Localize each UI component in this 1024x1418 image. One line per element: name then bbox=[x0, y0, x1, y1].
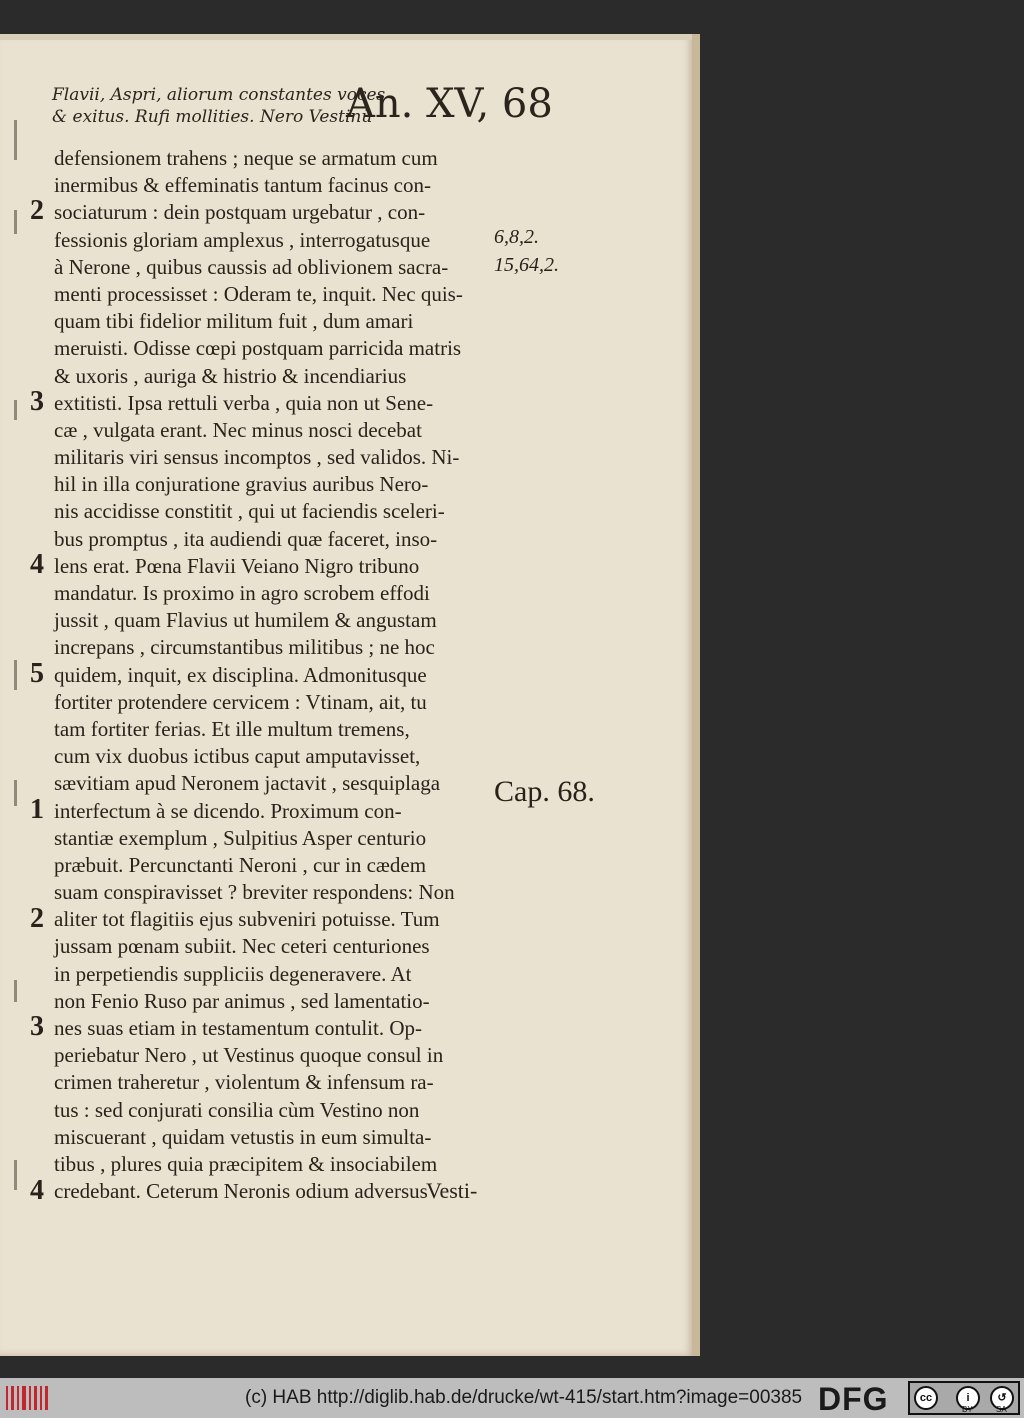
text-line: defensionem trahens ; neque se armatum cum bbox=[54, 146, 438, 170]
text-line: lens erat. Pœna Flavii Veiano Nigro tribuno bbox=[54, 553, 420, 578]
chapter-marker: Cap. 68. bbox=[494, 775, 595, 808]
paragraph-number: 5 bbox=[30, 657, 44, 689]
header-year-chapter: An. XV, 68 bbox=[346, 81, 553, 127]
text-line: præbuit. Percunctanti Neroni , cur in cædem bbox=[54, 852, 427, 877]
text-line: sociaturum : dein postquam urgebatur , con- bbox=[54, 200, 426, 225]
text-line: suam conspiravisset ? breviter respondens: Non bbox=[54, 880, 455, 905]
text-line: extitisti. Ipsa rettuli verba , quia non ut Sene- bbox=[54, 390, 434, 415]
text-line: à Nerone , quibus caussis ad oblivionem sacra- bbox=[54, 254, 449, 279]
license-sa-label: SA bbox=[996, 1405, 1007, 1414]
text-line: crimen traheretur , violentum & infensum ra- bbox=[54, 1070, 434, 1095]
gutter-marks bbox=[0, 80, 24, 1280]
footer-bar bbox=[0, 1378, 1024, 1418]
text-line: stantiæ exemplum , Sulpitius Asper centurio bbox=[54, 825, 427, 850]
text-line: nis accidisse constitit , qui ut faciendis sceleri- bbox=[54, 499, 445, 524]
text-line: cæ , vulgata erant. Nec minus nosci decebat bbox=[54, 417, 422, 442]
text-line: meruisti. Odisse cœpi postquam parricida matris bbox=[54, 336, 462, 361]
text-line: mandatur. Is proximo in agro scrobem effodi bbox=[54, 581, 430, 605]
page-fore-edge bbox=[692, 34, 700, 1356]
paragraph-number: 1 bbox=[30, 793, 44, 825]
attribution-icon: i bbox=[956, 1386, 980, 1410]
header-summary bbox=[52, 84, 385, 128]
barcode-icon bbox=[6, 1386, 52, 1410]
text-line: hil in illa conjuratione gravius auribus Nero- bbox=[54, 472, 429, 497]
share-alike-icon: ↺ bbox=[990, 1386, 1014, 1410]
text-line: quidem, inquit, ex disciplina. Admonitusque bbox=[54, 662, 427, 687]
text-line: fortiter protendere cervicem : Vtinam, ait, tu bbox=[54, 689, 427, 714]
text-line: miscuerant , quidam vetustis in eum simulta- bbox=[54, 1124, 432, 1149]
paragraph-number: 3 bbox=[30, 1011, 44, 1043]
paragraph-number: 2 bbox=[30, 902, 44, 934]
text-line: nes suas etiam in testamentum contulit. Op- bbox=[54, 1016, 423, 1040]
text-line: quam tibi fidelior militum fuit , dum amari bbox=[54, 309, 414, 334]
text-line: jussam pœnam subiit. Nec ceteri centuriones bbox=[54, 934, 430, 959]
running-header bbox=[48, 81, 553, 132]
dfg-logo: DFG bbox=[818, 1381, 889, 1417]
text-line: interfectum à se dicendo. Proximum con- bbox=[54, 798, 402, 823]
cc-icon: cc bbox=[914, 1386, 938, 1410]
text-line: cum vix duobus ictibus caput amputavisset, bbox=[54, 744, 421, 769]
page-top-edge bbox=[0, 34, 696, 40]
text-line: tus : sed conjurati consilia cùm Vestino non bbox=[54, 1097, 420, 1122]
paragraph-number: 3 bbox=[30, 385, 44, 417]
text-line: jussit , quam Flavius ut humilem & angustam bbox=[54, 608, 437, 633]
body-text bbox=[54, 145, 496, 1205]
paragraph-number: 4 bbox=[30, 549, 44, 580]
text-line: & uxoris , auriga & histrio & incendiarius bbox=[54, 363, 407, 388]
text-line: increpans , circumstantibus militibus ; ne hoc bbox=[54, 635, 435, 660]
text-line: aliter tot flagitiis ejus subveniri potuisse. Tum bbox=[54, 907, 440, 932]
paragraph-number: 4 bbox=[30, 1174, 44, 1206]
text-line: militaris viri sensus incomptos , sed validos. Ni- bbox=[54, 445, 460, 470]
paragraph-number: 2 bbox=[30, 195, 44, 227]
text-line: bus promptus , ita audiendi quæ faceret, inso- bbox=[54, 526, 438, 551]
text-line: tam fortiter ferias. Et ille multum tremens, bbox=[54, 716, 410, 741]
text-line: menti processisset : Oderam te, inquit. Nec quis- bbox=[54, 281, 463, 306]
license-by-label: BY bbox=[962, 1405, 973, 1414]
text-line: non Fenio Ruso par animus , sed lamentatio- bbox=[54, 988, 430, 1013]
text-line: fessionis gloriam amplexus , interrogatusque bbox=[54, 227, 431, 252]
text-line: sævitiam apud Neronem jactavit , sesquiplaga bbox=[54, 771, 441, 796]
header-summary-line-1: Flavii, Aspri, aliorum constantes voces bbox=[52, 85, 386, 105]
cc-license-badge[interactable] bbox=[908, 1381, 1020, 1415]
text-line: in perpetiendis suppliciis degeneravere. At bbox=[54, 961, 412, 986]
citation-link[interactable]: (c) HAB http://diglib.hab.de/drucke/wt-415/start.htm?image=00385 bbox=[245, 1387, 803, 1408]
margin-note-2: 15,64,2. bbox=[494, 254, 559, 276]
header-summary-line-2: & exitus. Rufi mollities. Nero Vestinū bbox=[52, 107, 373, 127]
text-line: periebatur Nero , ut Vestinus quoque consul in bbox=[54, 1043, 444, 1068]
catchword: Vesti- bbox=[426, 1178, 478, 1203]
text-line: credebant. Ceterum Neronis odium adversus bbox=[54, 1179, 428, 1204]
text-line: inermibus & effeminatis tantum facinus con- bbox=[54, 173, 431, 198]
text-line: tibus , plures quia præcipitem & insociabilem bbox=[54, 1151, 438, 1176]
margin-note-1: 6,8,2. bbox=[494, 226, 539, 248]
